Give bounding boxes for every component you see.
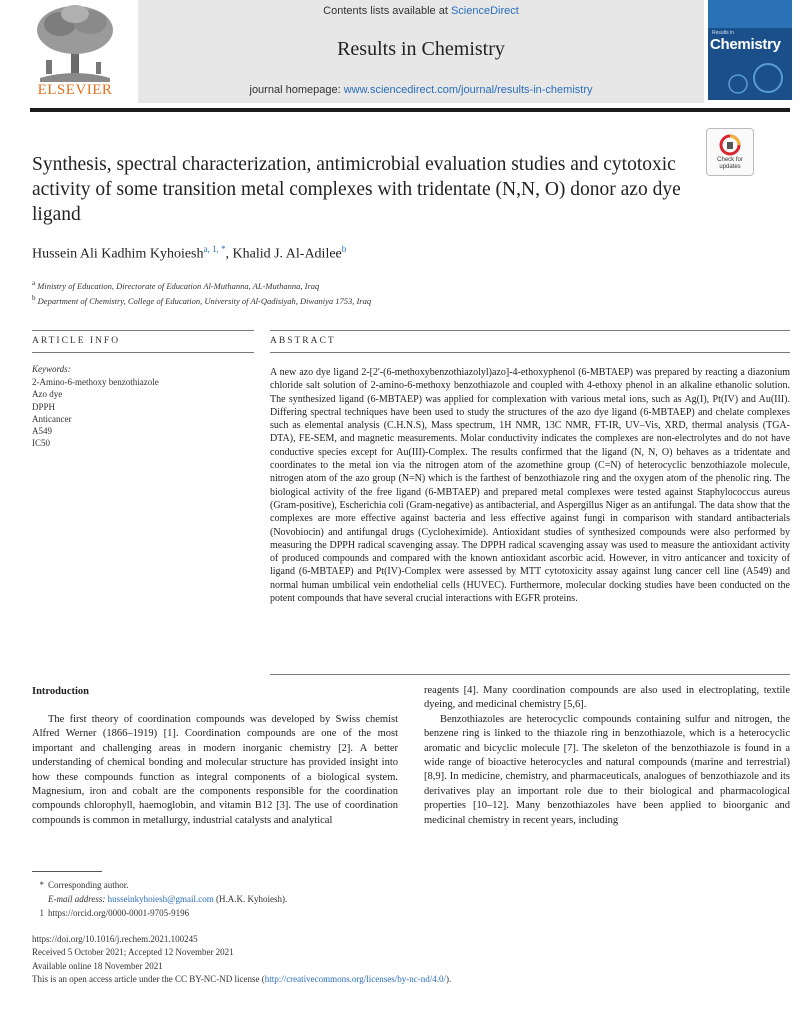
author-affil-marker[interactable]: a, 1, *	[203, 244, 226, 254]
contents-line	[138, 5, 704, 17]
received-dates: Received 5 October 2021; Accepted 12 November 2021	[32, 947, 234, 957]
contents-prefix: Contents lists available at	[323, 5, 451, 17]
footnote-text: Corresponding author.	[48, 880, 129, 890]
affiliation-text: Department of Chemistry, College of Education, University of Al-Qadisiyah, Diwaniya 1753, Iraq	[37, 295, 372, 306]
affiliation-marker: b	[32, 293, 36, 302]
author-name: Khalid J. Al-Adilee	[232, 246, 342, 262]
author-separator: ,	[225, 246, 233, 262]
footnote-rule	[32, 871, 102, 872]
article-info-bottom-rule	[32, 352, 254, 353]
article-title: Synthesis, spectral characterization, antimicrobial evaluation studies and cytotoxic activity of some transition metal complexes with tridentate (N,N, O) donor azo dye ligand	[32, 154, 681, 225]
author-line	[32, 244, 346, 263]
cover-title: Chemistry	[710, 36, 781, 53]
affiliation-b	[32, 292, 371, 307]
keyword: DPPH	[32, 401, 56, 412]
available-online: Available online 18 November 2021	[32, 961, 163, 971]
affiliation-a	[32, 277, 371, 292]
abstract-heading: ABSTRACT	[270, 336, 336, 346]
footnote-marker: 1	[39, 908, 44, 918]
keyword: Azo dye	[32, 389, 63, 400]
keywords-label: Keywords:	[32, 364, 71, 374]
keywords-list	[32, 376, 159, 450]
abstract-bottom-rule	[270, 352, 790, 353]
journal-cover	[708, 0, 792, 100]
homepage-link[interactable]: www.sciencedirect.com/journal/results-in-chemistry	[343, 84, 593, 96]
publisher-wordmark: ELSEVIER	[37, 82, 113, 98]
footnote-email	[32, 894, 287, 904]
affiliation-text: Ministry of Education, Directorate of Education Al-Muthanna, AL-Muthanna, Iraq	[37, 280, 320, 291]
left-column	[32, 713, 398, 828]
keyword: 2-Amino-6-methoxy benzothiazole	[32, 377, 159, 387]
affiliations	[32, 277, 371, 307]
email-link[interactable]: husseinkyhoiesh@gmail.com	[107, 894, 214, 904]
article-info-top-rule	[32, 330, 254, 331]
check-for-updates-button[interactable]	[706, 128, 754, 176]
email-label: E-mail address:	[48, 894, 108, 904]
keyword: A549	[32, 426, 52, 437]
license-prefix: This is an open access article under the CC BY-NC-ND license (	[32, 974, 265, 984]
cover-pre: Results in	[712, 30, 734, 36]
article-info-heading: ARTICLE INFO	[32, 336, 121, 346]
keyword: IC50	[32, 438, 50, 449]
license-suffix: ).	[445, 974, 452, 984]
right-column	[424, 684, 790, 828]
journal-title: Results in Chemistry	[337, 38, 505, 60]
author-name: Hussein Ali Kadhim Kyhoiesh	[32, 246, 204, 262]
homepage-line	[138, 84, 704, 96]
check-for-updates-label: Check for updates	[717, 157, 743, 170]
affiliation-marker: a	[32, 279, 36, 287]
journal-banner	[138, 0, 704, 103]
footnote-marker: *	[39, 880, 44, 890]
journal-header	[30, 0, 790, 108]
keyword: Anticancer	[32, 413, 72, 424]
author-affil-marker[interactable]: b	[341, 244, 347, 254]
cover-graphic	[708, 0, 792, 100]
abstract-top-rule	[270, 330, 790, 331]
doi-link[interactable]: https://doi.org/10.1016/j.rechem.2021.100245	[32, 934, 198, 944]
introduction-heading: Introduction	[32, 686, 89, 697]
abstract-text: A new azo dye ligand 2-[2'-(6-methoxybenzothiazolyl)azo]-4-ethoxyphenol (6-MBTAEP) was prepared by reacting a diazonium chloride salt solution of 2-amino-6-methoxy benzothiazole and coupled with 4-ethoxy phenol in an alkaline ethanolic solution. The synthesized ligand (6-MBTAEP) was applied for complexation with various metal ions, such as Ag(I), Pt(IV) and Au(III). Differing spectral techniques have been used to study the structures of the azo dye ligand (6-MBTAEP) and chelate complexes such as elemental analysis (C.H.N.S), Mass spectrum, 1H NMR, 13C NMR, FT-IR, UV–Vis, XRD, thermal analysis (TGA-DTA), FE-SEM, and magnetic measurements. Molar conductivity indicates the complexes are non-electrolytes and do not have conductive species except for Au(III)-Complex. The results confirmed that the ligand (N, N, O) behaves as a tridentate and coordinates to the metal ion via the nitrogen atom of the azomethine group (C=N) of heterocyclic benzothiazole molecule, nitrogen atom of the azo group (N=N) which is the farthest of benzothiazole ring and the oxygen atom of the phenolic ring. The biological activity of the free ligand (6-MBTAEP) and prepared metal complexes were tested against Staphylococcus aureus (Gram-positive), Escherichia coli (Gram-negative) as antibacterial, and Aspergillus Niger as an antifungal. The data show that the complexes are more effective against bacteria and less effective against fungi in comparison with standard antibacterials (Novobiocin) and antifungal drugs (Cycloheximide). Antioxidant studies of synthesized compounds were also performed by measuring the DPPH radical scavenging assay. The DPPH radical scavenging assay was used to measure the antioxidant activity of produced compounds and compared with the known antioxidant ascorbic acid. However, in vitro anticancer and toxicity of ligand (6-MBTAEP) and Pt(IV)-Complex were assessed by MTT cytotoxicity assay against lung cancer cell line (A549) and normal human umbilical vein endothelial cells (HUVEC). Furthermore, molecular docking studies have been conducted on the potent compounds that have several crucial interactions with EGFR proteins.	[270, 367, 790, 605]
license-link[interactable]: http://creativecommons.org/licenses/by-nc-nd/4.0/	[264, 974, 446, 984]
footnote-corresponding	[32, 880, 129, 890]
email-suffix: (H.A.K. Kyhoiesh).	[213, 894, 288, 904]
footnote-orcid	[32, 908, 189, 918]
homepage-prefix: journal homepage:	[249, 84, 344, 96]
sciencedirect-link[interactable]: ScienceDirect	[450, 5, 519, 17]
header-rule	[30, 108, 790, 112]
paragraph: The first theory of coordination compounds was developed by Swiss chemist Alfred Werner (1866–1919) [1]. Coordination compounds are one of the most important and challenging areas in modern inorganic chemistry [2]. A better understanding of chemical bonding and molecular structure has provided insight into how these compounds function as integral components of a biological system. Magnesium, iron and cobalt are the components responsible for the coordination compounds chlorophyll, haemoglobin, and vitamin B12 [3]. The use of coordination compounds is common in metallurgy, industrial catalysts and analytical	[32, 714, 398, 826]
paragraph: Benzothiazoles are heterocyclic compounds containing sulfur and nitrogen, the benzene ring is linked to the thiazole ring in benzothiazole, which is a heterocyclic aromatic and bicyclic molecule [7]. The skeleton of the benzothiazole is found in a wide range of bioactive heterocycles and natural compounds (marine and terrestrial) [8,9]. In medicine, chemistry, and pharmaceuticals, analogues of benzothiazole and its derivatives play an important role due to their biological and pharmacological properties [10–12]. Many benzothiazoles have been applied to bioorganic and medicinal chemistry in recent years, including	[424, 713, 790, 826]
paragraph: reagents [4]. Many coordination compounds are also used in electroplating, textile dyeing, and medicinal chemistry [5,6].	[424, 685, 790, 711]
license-line	[32, 974, 451, 984]
check-for-updates-icon	[719, 134, 741, 156]
orcid-url[interactable]: https://orcid.org/0000-0001-9705-9196	[48, 908, 190, 918]
abstract-end-rule	[270, 674, 790, 675]
